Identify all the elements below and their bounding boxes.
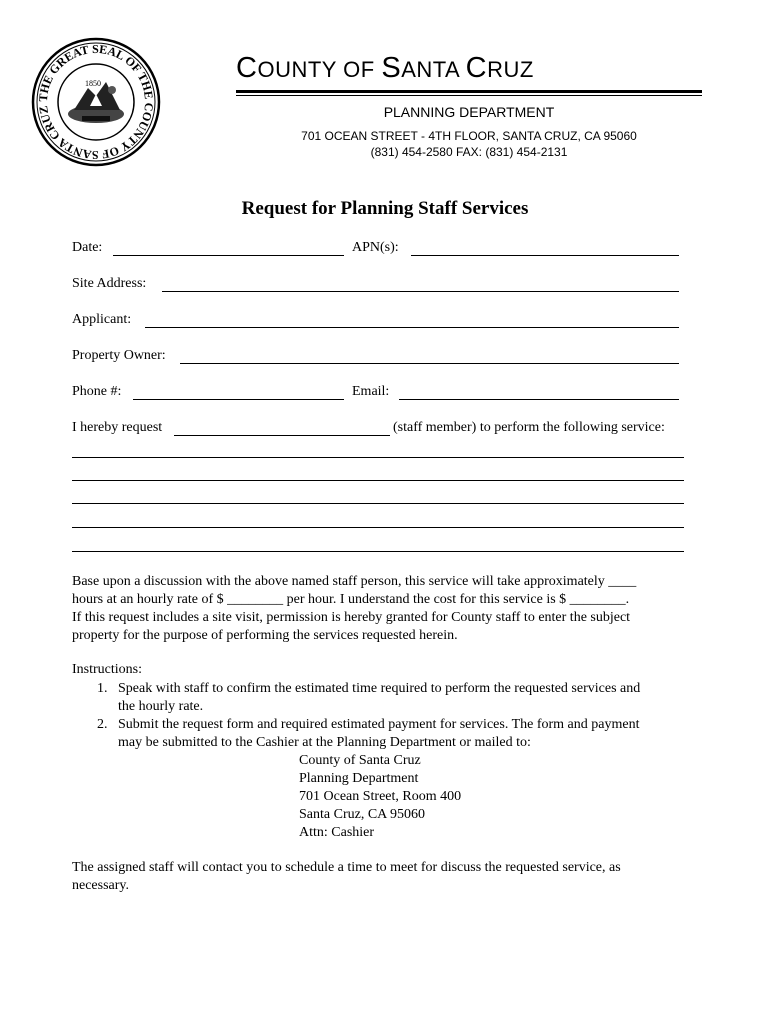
department-address: 701 OCEAN STREET - 4TH FLOOR, SANTA CRUZ, CA 95060: [301, 129, 637, 143]
staff-member-field[interactable]: [174, 435, 390, 436]
applicant-field[interactable]: [145, 327, 679, 328]
phone-label: Phone #:: [72, 384, 122, 399]
email-label: Email:: [352, 384, 390, 399]
mailing-address-line: Santa Cruz, CA 95060: [299, 807, 425, 822]
applicant-label: Applicant:: [72, 312, 132, 327]
request-suffix: (staff member) to perform the following service:: [393, 420, 665, 435]
svg-text:1850: 1850: [85, 79, 101, 88]
apn-field[interactable]: [411, 255, 679, 256]
site-address-label: Site Address:: [72, 276, 147, 291]
department-phone-fax: (831) 454-2580 FAX: (831) 454-2131: [370, 145, 568, 159]
svg-text:THE GREAT SEAL OF THE COUNTY O: THE GREAT SEAL OF THE COUNTY OF SANTA CRUZ: [35, 41, 157, 163]
estimate-line: hours at an hourly rate of $ ________ per hour. I understand the cost for this service is $ ________.: [72, 592, 630, 607]
mailing-address-line: Attn: Cashier: [299, 825, 375, 840]
service-description-line-2[interactable]: [72, 480, 684, 481]
service-description-line-1[interactable]: [72, 457, 684, 458]
estimate-line: Base upon a discussion with the above named staff person, this service will take approximately ____: [72, 574, 637, 589]
instruction-2-line-2: may be submitted to the Cashier at the Planning Department or mailed to:: [118, 735, 531, 750]
mailing-address-line: 701 Ocean Street, Room 400: [299, 789, 462, 804]
property-owner-field[interactable]: [180, 363, 679, 364]
mailing-address-line: County of Santa Cruz: [299, 753, 421, 768]
form-title: Request for Planning Staff Services: [241, 198, 529, 219]
phone-field[interactable]: [133, 399, 344, 400]
closing-paragraph: [72, 859, 692, 895]
estimate-line: If this request includes a site visit, permission is hereby granted for County staff to enter the subject: [72, 610, 631, 625]
instruction-1-line-1: Speak with staff to confirm the estimated time required to perform the requested services and: [118, 681, 641, 696]
apn-label: APN(s):: [352, 240, 399, 255]
date-field[interactable]: [113, 255, 344, 256]
service-description-line-5[interactable]: [72, 551, 684, 552]
county-name-heading: COUNTY OF SANTA CRUZ: [236, 52, 534, 84]
closing-line: The assigned staff will contact you to schedule a time to meet for discuss the requested service, as: [72, 860, 621, 875]
instructions-heading: Instructions:: [72, 662, 142, 677]
property-owner-label: Property Owner:: [72, 348, 166, 363]
estimate-line: property for the purpose of performing the services requested herein.: [72, 628, 458, 643]
county-seal-logo: [30, 36, 162, 168]
instruction-2-line-1: Submit the request form and required estimated payment for services. The form and payment: [118, 717, 640, 732]
header-rule-thin: [236, 95, 702, 96]
date-label: Date:: [72, 240, 103, 255]
email-field[interactable]: [399, 399, 679, 400]
mailing-address-line: Planning Department: [299, 771, 419, 786]
header-rule-thick: [236, 90, 702, 93]
mailing-address: [299, 752, 461, 842]
request-prefix: I hereby request: [72, 420, 163, 435]
instruction-1-line-2: the hourly rate.: [118, 699, 204, 714]
service-description-line-3[interactable]: [72, 503, 684, 504]
instruction-1-number: 1.: [97, 681, 108, 696]
site-address-field[interactable]: [162, 291, 679, 292]
estimate-paragraph: [72, 573, 692, 645]
department-name: PLANNING DEPARTMENT: [383, 104, 555, 120]
service-description-line-4[interactable]: [72, 527, 684, 528]
instruction-2-number: 2.: [97, 717, 108, 732]
closing-line: necessary.: [72, 878, 130, 893]
